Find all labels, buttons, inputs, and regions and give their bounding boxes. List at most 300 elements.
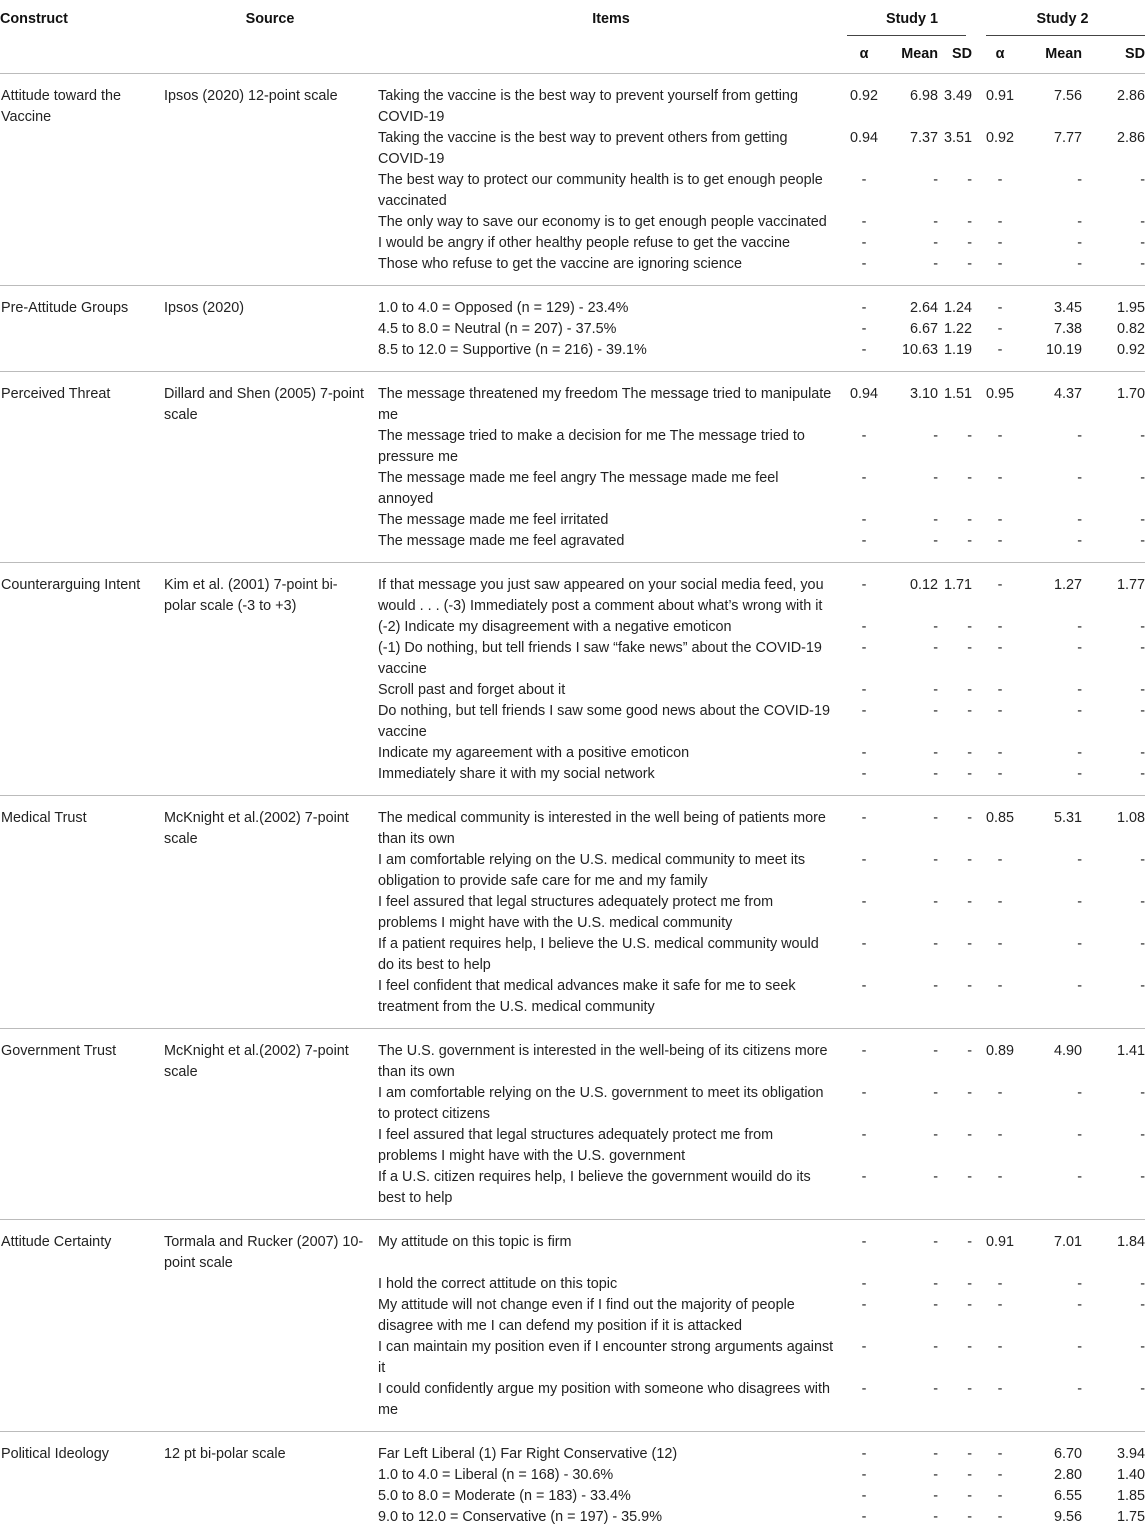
value-m1: -: [884, 1029, 940, 1084]
value-s2: -: [1090, 1295, 1145, 1337]
value-m1: -: [884, 892, 940, 934]
value-a1: -: [844, 850, 884, 892]
value-a1: -: [844, 796, 884, 851]
value-a2: -: [980, 1432, 1020, 1466]
value-a1: -: [844, 254, 884, 286]
header-study1-sd: SD: [940, 36, 980, 74]
value-a2: 0.91: [980, 74, 1020, 129]
value-a1: -: [844, 638, 884, 680]
value-s1: -: [940, 764, 980, 796]
value-m2: -: [1020, 743, 1090, 764]
item-cell: I am comfortable relying on the U.S. government to meet its obligation to protect citizens: [378, 1083, 844, 1125]
value-a2: -: [980, 426, 1020, 468]
item-cell: Far Left Liberal (1) Far Right Conservative (12): [378, 1432, 844, 1466]
header-study2-alpha: α: [980, 36, 1020, 74]
value-m1: 6.98: [884, 74, 940, 129]
construct-cell: [0, 212, 162, 233]
value-a1: -: [844, 934, 884, 976]
value-m2: 2.80: [1020, 1465, 1090, 1486]
construct-cell: Perceived Threat: [0, 372, 162, 427]
table-row: [0, 510, 1145, 531]
value-a1: -: [844, 468, 884, 510]
value-a1: -: [844, 233, 884, 254]
construct-cell: [0, 680, 162, 701]
construct-cell: Attitude Certainty: [0, 1220, 162, 1275]
value-s1: -: [940, 1125, 980, 1167]
construct-cell: [0, 319, 162, 340]
construct-cell: [0, 701, 162, 743]
table-row: [0, 531, 1145, 563]
item-cell: 1.0 to 4.0 = Liberal (n = 168) - 30.6%: [378, 1465, 844, 1486]
value-m2: 6.70: [1020, 1432, 1090, 1466]
value-a1: -: [844, 286, 884, 320]
table-header: [0, 0, 1145, 74]
value-s1: 1.19: [940, 340, 980, 372]
item-cell: The best way to protect our community health is to get enough people vaccinated: [378, 170, 844, 212]
construct-cell: [0, 468, 162, 510]
value-a1: -: [844, 563, 884, 618]
value-m1: -: [884, 212, 940, 233]
item-cell: Do nothing, but tell friends I saw some good news about the COVID-19 vaccine: [378, 701, 844, 743]
value-m1: -: [884, 638, 940, 680]
table-row: [0, 1167, 1145, 1220]
table-row: [0, 638, 1145, 680]
value-a1: -: [844, 426, 884, 468]
item-cell: 4.5 to 8.0 = Neutral (n = 207) - 37.5%: [378, 319, 844, 340]
value-m1: -: [884, 1295, 940, 1337]
value-m2: -: [1020, 892, 1090, 934]
value-s2: -: [1090, 1274, 1145, 1295]
value-a2: -: [980, 1274, 1020, 1295]
study-2-rule: [986, 35, 1145, 36]
value-m2: 7.01: [1020, 1220, 1090, 1275]
construct-cell: [0, 1379, 162, 1432]
value-m1: -: [884, 170, 940, 212]
value-s1: -: [940, 850, 980, 892]
header-study-1-label: Study 1: [886, 11, 938, 27]
header-study-2-label: Study 2: [1037, 11, 1089, 27]
value-m1: 7.37: [884, 128, 940, 170]
value-a1: -: [844, 1220, 884, 1275]
source-cell: [162, 212, 378, 233]
item-cell: I feel assured that legal structures adequately protect me from problems I might have with the U.S. government: [378, 1125, 844, 1167]
table-row: [0, 680, 1145, 701]
source-cell: [162, 1083, 378, 1125]
source-cell: [162, 1274, 378, 1295]
construct-cell: [0, 976, 162, 1029]
value-m2: 7.38: [1020, 319, 1090, 340]
value-s2: 2.86: [1090, 128, 1145, 170]
source-cell: [162, 1295, 378, 1337]
value-m2: -: [1020, 617, 1090, 638]
source-cell: [162, 1337, 378, 1379]
value-s2: -: [1090, 892, 1145, 934]
source-cell: [162, 701, 378, 743]
source-cell: [162, 1167, 378, 1220]
construct-cell: [0, 1337, 162, 1379]
source-cell: [162, 233, 378, 254]
item-cell: (-1) Do nothing, but tell friends I saw “fake news” about the COVID-19 vaccine: [378, 638, 844, 680]
value-m2: -: [1020, 233, 1090, 254]
item-cell: Indicate my agareement with a positive emoticon: [378, 743, 844, 764]
value-a1: 0.94: [844, 128, 884, 170]
item-cell: The message made me feel agravated: [378, 531, 844, 563]
value-m1: -: [884, 1083, 940, 1125]
value-m2: -: [1020, 254, 1090, 286]
source-cell: 12 pt bi-polar scale: [162, 1432, 378, 1466]
value-s2: 1.08: [1090, 796, 1145, 851]
table-row: [0, 743, 1145, 764]
item-cell: I am comfortable relying on the U.S. medical community to meet its obligation to provide safe care for me and my family: [378, 850, 844, 892]
value-s2: 1.70: [1090, 372, 1145, 427]
value-a1: -: [844, 1274, 884, 1295]
construct-cell: [0, 1083, 162, 1125]
value-s2: 0.82: [1090, 319, 1145, 340]
value-s2: -: [1090, 1337, 1145, 1379]
value-m1: -: [884, 1220, 940, 1275]
construct-cell: [0, 510, 162, 531]
source-cell: [162, 892, 378, 934]
value-s1: -: [940, 796, 980, 851]
item-cell: My attitude will not change even if I find out the majority of people disagree with me I can defend my position if it is attacked: [378, 1295, 844, 1337]
header-blank-source: [162, 36, 378, 74]
value-s2: -: [1090, 1379, 1145, 1432]
value-a1: -: [844, 340, 884, 372]
construct-group: [0, 796, 1145, 1029]
value-a2: -: [980, 1486, 1020, 1507]
table-row: [0, 1379, 1145, 1432]
value-a1: -: [844, 510, 884, 531]
source-cell: [162, 764, 378, 796]
table-row: [0, 1083, 1145, 1125]
table-row: [0, 340, 1145, 372]
value-a2: -: [980, 701, 1020, 743]
table-row: [0, 212, 1145, 233]
header-study-1: [844, 0, 980, 36]
item-cell: I hold the correct attitude on this topic: [378, 1274, 844, 1295]
value-a2: 0.95: [980, 372, 1020, 427]
header-study2-sd: SD: [1090, 36, 1145, 74]
value-s1: -: [940, 1337, 980, 1379]
value-m2: 1.27: [1020, 563, 1090, 618]
item-cell: I can maintain my position even if I encounter strong arguments against it: [378, 1337, 844, 1379]
study-1-rule: [847, 35, 966, 36]
table-row: [0, 617, 1145, 638]
value-m1: -: [884, 1167, 940, 1220]
source-cell: [162, 128, 378, 170]
construct-cell: Counterarguing Intent: [0, 563, 162, 618]
value-s1: -: [940, 701, 980, 743]
value-m1: 0.12: [884, 563, 940, 618]
value-m1: 10.63: [884, 340, 940, 372]
table-row: [0, 976, 1145, 1029]
value-s2: -: [1090, 170, 1145, 212]
item-cell: The message made me feel angry The message made me feel annoyed: [378, 468, 844, 510]
value-a1: -: [844, 680, 884, 701]
value-m1: -: [884, 1486, 940, 1507]
value-a1: -: [844, 212, 884, 233]
value-s2: -: [1090, 212, 1145, 233]
table-row: [0, 563, 1145, 618]
value-s1: -: [940, 1507, 980, 1538]
value-s2: -: [1090, 468, 1145, 510]
item-cell: 9.0 to 12.0 = Conservative (n = 197) - 35.9%: [378, 1507, 844, 1538]
item-cell: Scroll past and forget about it: [378, 680, 844, 701]
value-m2: -: [1020, 170, 1090, 212]
value-m2: -: [1020, 850, 1090, 892]
value-a2: -: [980, 617, 1020, 638]
table-row: [0, 764, 1145, 796]
value-s2: -: [1090, 850, 1145, 892]
value-s2: 1.40: [1090, 1465, 1145, 1486]
construct-group: [0, 563, 1145, 796]
value-a2: -: [980, 1295, 1020, 1337]
table-row: [0, 1274, 1145, 1295]
value-s2: -: [1090, 254, 1145, 286]
source-cell: Ipsos (2020) 12-point scale: [162, 74, 378, 129]
value-s1: -: [940, 1274, 980, 1295]
table-row: [0, 1507, 1145, 1538]
value-s1: -: [940, 1295, 980, 1337]
source-cell: [162, 426, 378, 468]
value-a2: -: [980, 170, 1020, 212]
value-a1: -: [844, 1486, 884, 1507]
value-s2: -: [1090, 531, 1145, 563]
value-m2: -: [1020, 531, 1090, 563]
value-m1: -: [884, 426, 940, 468]
value-s2: -: [1090, 764, 1145, 796]
value-s1: -: [940, 1432, 980, 1466]
item-cell: The only way to save our economy is to get enough people vaccinated: [378, 212, 844, 233]
source-cell: [162, 1507, 378, 1538]
value-a2: -: [980, 1083, 1020, 1125]
table-row: [0, 1220, 1145, 1275]
value-a2: 0.89: [980, 1029, 1020, 1084]
value-m2: -: [1020, 468, 1090, 510]
header-study2-mean: Mean: [1020, 36, 1090, 74]
construct-cell: [0, 1465, 162, 1486]
value-a2: -: [980, 1465, 1020, 1486]
item-cell: If a U.S. citizen requires help, I believe the government wouild do its best to help: [378, 1167, 844, 1220]
value-a2: -: [980, 468, 1020, 510]
table-row: [0, 796, 1145, 851]
value-a1: -: [844, 170, 884, 212]
value-s2: 1.84: [1090, 1220, 1145, 1275]
value-a2: -: [980, 563, 1020, 618]
value-s1: -: [940, 934, 980, 976]
value-s2: 1.41: [1090, 1029, 1145, 1084]
construct-cell: [0, 617, 162, 638]
value-m2: -: [1020, 1337, 1090, 1379]
value-m1: -: [884, 1379, 940, 1432]
value-a1: -: [844, 1167, 884, 1220]
value-s1: -: [940, 743, 980, 764]
table-row: [0, 850, 1145, 892]
source-cell: [162, 638, 378, 680]
value-m2: -: [1020, 934, 1090, 976]
value-m1: -: [884, 850, 940, 892]
value-m1: 2.64: [884, 286, 940, 320]
value-m2: 9.56: [1020, 1507, 1090, 1538]
table-row: [0, 170, 1145, 212]
value-a1: -: [844, 1083, 884, 1125]
construct-cell: [0, 743, 162, 764]
item-cell: The medical community is interested in the well being of patients more than its own: [378, 796, 844, 851]
value-s1: -: [940, 1486, 980, 1507]
value-m2: -: [1020, 1083, 1090, 1125]
table-row: [0, 1295, 1145, 1337]
value-a2: -: [980, 319, 1020, 340]
value-a1: 0.94: [844, 372, 884, 427]
value-m2: 4.90: [1020, 1029, 1090, 1084]
table-row: [0, 1486, 1145, 1507]
value-a2: -: [980, 254, 1020, 286]
value-s2: -: [1090, 233, 1145, 254]
table-row: [0, 701, 1145, 743]
construct-group: [0, 1432, 1145, 1538]
value-s1: -: [940, 1465, 980, 1486]
construct-cell: [0, 254, 162, 286]
header-study-2: [980, 0, 1145, 36]
value-a2: -: [980, 743, 1020, 764]
value-m2: 5.31: [1020, 796, 1090, 851]
value-a2: 0.85: [980, 796, 1020, 851]
table-row: [0, 1465, 1145, 1486]
value-s1: -: [940, 638, 980, 680]
value-m1: 6.67: [884, 319, 940, 340]
construct-cell: [0, 1167, 162, 1220]
value-a1: -: [844, 1465, 884, 1486]
value-a2: -: [980, 850, 1020, 892]
value-a2: -: [980, 638, 1020, 680]
value-s2: 1.77: [1090, 563, 1145, 618]
table-row: [0, 233, 1145, 254]
value-a2: -: [980, 340, 1020, 372]
value-s2: -: [1090, 743, 1145, 764]
value-m1: -: [884, 1125, 940, 1167]
value-a2: -: [980, 1379, 1020, 1432]
source-cell: [162, 510, 378, 531]
value-a1: -: [844, 976, 884, 1029]
item-cell: The U.S. government is interested in the well-being of its citizens more than its own: [378, 1029, 844, 1084]
construct-cell: [0, 1295, 162, 1337]
value-s2: -: [1090, 426, 1145, 468]
source-cell: [162, 617, 378, 638]
value-m2: -: [1020, 1295, 1090, 1337]
construct-cell: [0, 1507, 162, 1538]
value-s2: -: [1090, 617, 1145, 638]
value-s2: 1.95: [1090, 286, 1145, 320]
value-m2: 7.56: [1020, 74, 1090, 129]
value-a1: -: [844, 764, 884, 796]
source-cell: Tormala and Rucker (2007) 10-point scale: [162, 1220, 378, 1275]
value-s1: -: [940, 468, 980, 510]
table-row: [0, 1432, 1145, 1466]
source-cell: Dillard and Shen (2005) 7-point scale: [162, 372, 378, 427]
value-s1: -: [940, 254, 980, 286]
construct-cell: [0, 531, 162, 563]
value-s1: -: [940, 1029, 980, 1084]
construct-cell: Medical Trust: [0, 796, 162, 851]
header-study1-mean: Mean: [884, 36, 940, 74]
value-s2: 3.94: [1090, 1432, 1145, 1466]
value-m1: -: [884, 1432, 940, 1466]
value-a1: -: [844, 531, 884, 563]
value-m1: -: [884, 796, 940, 851]
value-m2: 10.19: [1020, 340, 1090, 372]
source-cell: [162, 170, 378, 212]
value-a2: -: [980, 510, 1020, 531]
table-row: [0, 1337, 1145, 1379]
value-m1: -: [884, 764, 940, 796]
source-cell: [162, 319, 378, 340]
item-cell: I would be angry if other healthy people refuse to get the vaccine: [378, 233, 844, 254]
value-a2: -: [980, 1337, 1020, 1379]
value-s1: -: [940, 510, 980, 531]
value-a1: -: [844, 743, 884, 764]
construct-group: [0, 372, 1145, 563]
value-m2: -: [1020, 1167, 1090, 1220]
item-cell: Immediately share it with my social network: [378, 764, 844, 796]
value-s1: -: [940, 1379, 980, 1432]
value-a1: -: [844, 1125, 884, 1167]
construct-cell: [0, 233, 162, 254]
value-a2: -: [980, 976, 1020, 1029]
value-a1: -: [844, 1029, 884, 1084]
value-m1: -: [884, 233, 940, 254]
value-s2: 1.85: [1090, 1486, 1145, 1507]
construct-group: [0, 1220, 1145, 1432]
source-cell: [162, 254, 378, 286]
value-m2: -: [1020, 212, 1090, 233]
item-cell: I could confidently argue my position with someone who disagrees with me: [378, 1379, 844, 1432]
source-cell: [162, 1125, 378, 1167]
source-cell: [162, 1379, 378, 1432]
value-m1: -: [884, 1337, 940, 1379]
item-cell: My attitude on this topic is firm: [378, 1220, 844, 1275]
header-study1-alpha: α: [844, 36, 884, 74]
value-m1: 3.10: [884, 372, 940, 427]
value-s1: 1.51: [940, 372, 980, 427]
value-a1: 0.92: [844, 74, 884, 129]
construct-cell: [0, 1486, 162, 1507]
value-s2: -: [1090, 934, 1145, 976]
source-cell: [162, 743, 378, 764]
value-a1: -: [844, 617, 884, 638]
value-a2: -: [980, 286, 1020, 320]
item-cell: I feel confident that medical advances make it safe for me to seek treatment from the U.S. medical community: [378, 976, 844, 1029]
source-cell: [162, 976, 378, 1029]
source-cell: Kim et al. (2001) 7-point bi-polar scale (-3 to +3): [162, 563, 378, 618]
value-s1: -: [940, 1167, 980, 1220]
value-a2: -: [980, 764, 1020, 796]
value-a1: -: [844, 701, 884, 743]
construct-cell: [0, 1274, 162, 1295]
source-cell: [162, 531, 378, 563]
construct-cell: [0, 850, 162, 892]
source-cell: [162, 850, 378, 892]
value-m2: 7.77: [1020, 128, 1090, 170]
table-row: [0, 286, 1145, 320]
value-m2: 4.37: [1020, 372, 1090, 427]
value-m1: -: [884, 1507, 940, 1538]
value-a1: -: [844, 1432, 884, 1466]
value-a2: -: [980, 531, 1020, 563]
table-row: [0, 426, 1145, 468]
value-s1: -: [940, 617, 980, 638]
value-a2: 0.92: [980, 128, 1020, 170]
value-m1: -: [884, 1274, 940, 1295]
